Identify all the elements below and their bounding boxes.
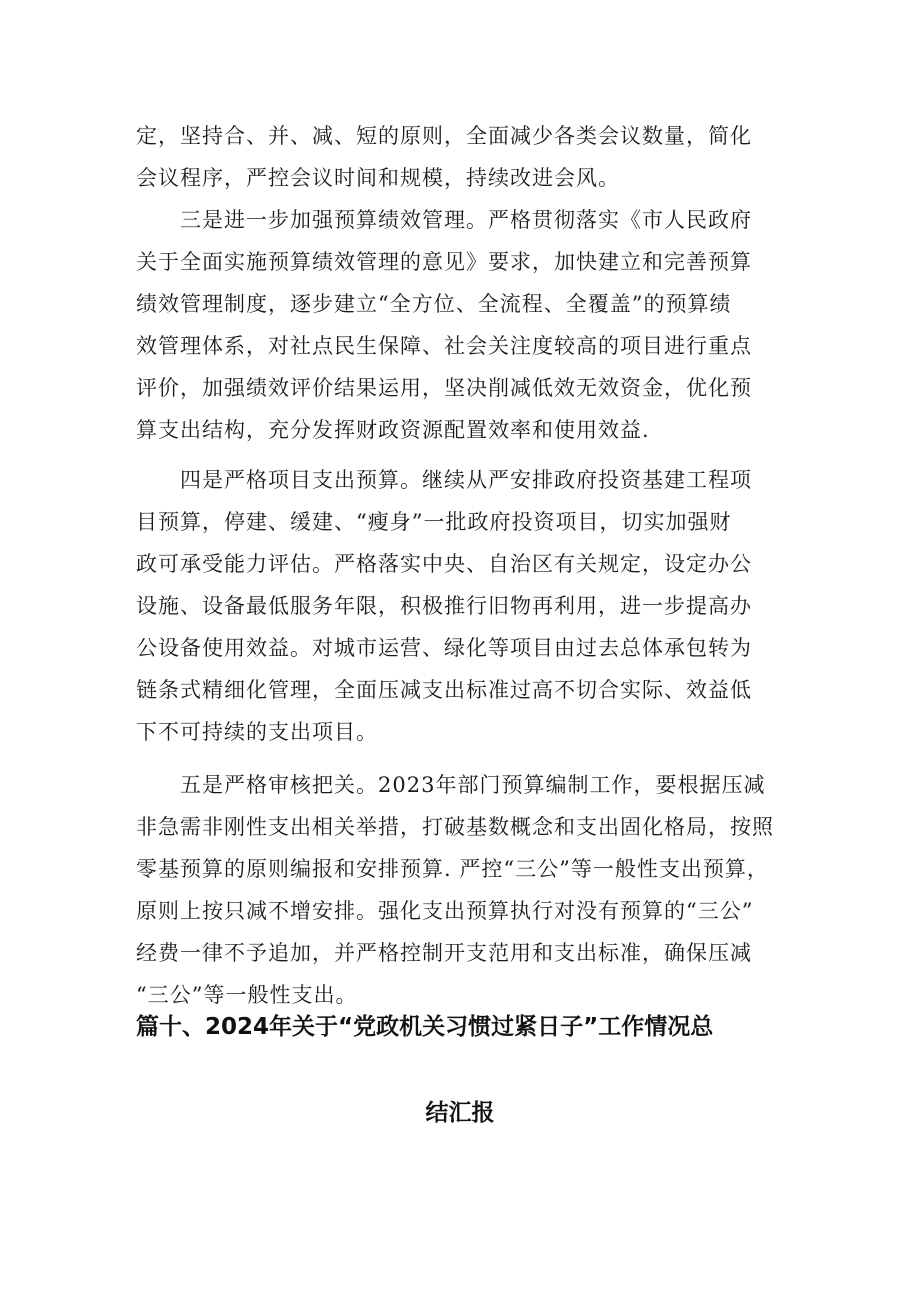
text-line: “三公”等一般性支出。 (136, 983, 358, 1007)
paragraph-point-five (136, 764, 786, 1016)
text-line: 绩效管理制度，逐步建立“全方位、全流程、全覆盖”的预算绩 (136, 292, 732, 316)
paragraph-continuation (136, 115, 786, 199)
text-line: 设施、设备最低服务年限，积极推行旧物再利用，进一步提高办 (136, 594, 752, 618)
text-line: 评价，加强绩效评价结果运用，坚决削减低效无效资金，优化预 (136, 376, 752, 400)
text-line: 五是严格审核把关。2023年部门预算编制工作，要根据压减 (180, 773, 766, 797)
text-line: 公设备使用效益。对城市运营、绿化等项目由过去总体承包转为 (136, 636, 752, 660)
text-line: 经费一律不予追加，并严格控制开支范用和支出标准，确保压减 (136, 941, 752, 965)
section-heading-line-1: 篇十、2024年关于“党政机关习惯过紧日子”工作情况总 (136, 1014, 714, 1040)
text-line: 零基预算的原则编报和安排预算. 严控“三公”等一般性支出预算， (136, 857, 769, 881)
text-line: 三是进一步加强预算绩效管理。严格贯彻落实《市人民政府 (180, 208, 752, 232)
text-line: 目预算，停建、缓建、“瘦身”一批政府投资项目，切实加强财 (136, 510, 732, 534)
text-line: 会议程序，严控会议时间和规模，持续改进会风。 (136, 166, 620, 190)
text-line: 定，坚持合、并、减、短的原则，全面减少各类会议数量，简化 (136, 124, 752, 148)
text-line: 链条式精细化管理，全面压减支出标准过高不切合实际、效益低 (136, 678, 752, 702)
text-line: 下不可持续的支出项目。 (136, 720, 378, 744)
text-line: 政可承受能力评估。严格落实中央、自治区有关规定，设定办公 (136, 552, 752, 576)
text-line: 关于全面实施预算绩效管理的意见》要求，加快建立和完善预算 (136, 250, 752, 274)
paragraph-point-three (136, 199, 786, 451)
text-line: 算支出结构，充分发挥财政资源配置效率和使用效益. (136, 418, 650, 442)
section-heading-line-2: 结汇报 (425, 1100, 495, 1126)
paragraph-point-four (136, 459, 786, 753)
text-line: 非急需非刚性支出相关举措，打破基数概念和支出固化格局，按照 (136, 815, 774, 839)
text-line: 效管理体系，对社点民生保障、社会关注度较高的项目进行重点 (136, 334, 752, 358)
text-line: 四是严格项目支出预算。继续从严安排政府投资基建工程项 (180, 468, 752, 492)
text-line: 原则上按只减不增安排。强化支出预算执行对没有预算的“三公” (136, 899, 754, 923)
